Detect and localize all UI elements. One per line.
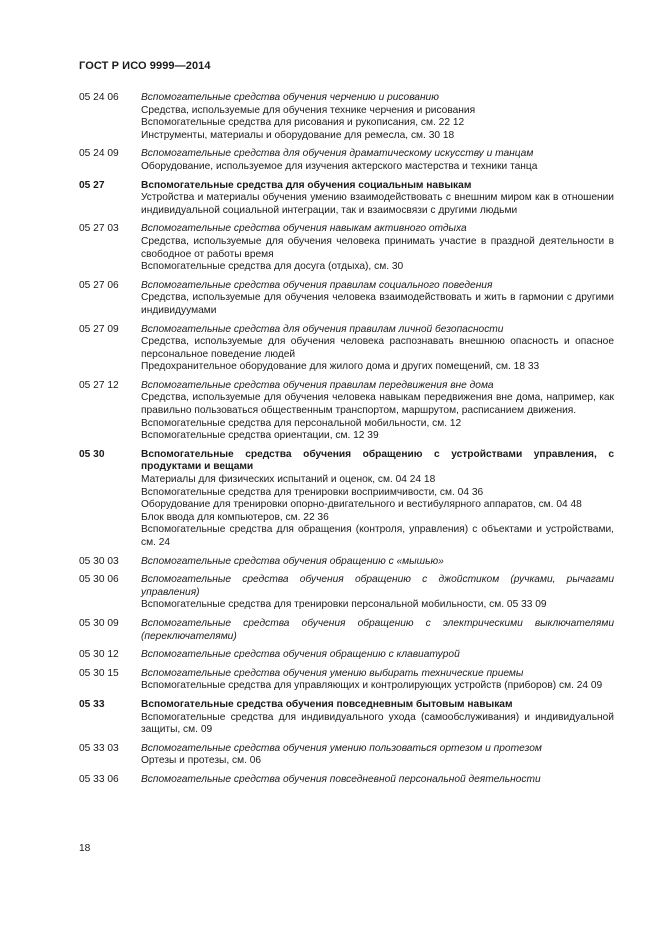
entry-title: Вспомогательные средства обучения обращению с клавиатурой [141,649,460,661]
entry-code: 05 27 09 [79,323,119,335]
entry-code: 05 24 09 [79,148,119,160]
entry-code: 05 30 06 [79,574,119,586]
classification-entry [79,380,614,443]
entry-description-line: Предохранительное оборудование для жилого дома и других помещений, см. 18 33 [141,361,540,373]
entry-code: 05 30 [79,448,105,460]
entry-description-line: Средства, используемые для обучения человека взаимодействовать и жить в гармонии с другими индивидуумами [141,292,614,316]
entry-code: 05 24 06 [79,92,119,103]
classification-entry [79,574,614,612]
entry-code: 05 30 12 [79,649,119,661]
entry-body [141,699,614,737]
entry-title: Вспомогательные средства обучения обращению с устройствами управления, с продуктами и вещами [141,448,614,473]
classification-entry [79,774,614,787]
entry-code: 05 27 03 [79,223,119,235]
entry-title: Вспомогательные средства обучения правилам социального поведения [141,279,493,291]
entry-description-line: Вспомогательные средства для индивидуального ухода (самообслуживания) и индивидуальной защиты, см. 09 [141,711,614,736]
classification-entry [79,556,614,569]
entry-body [141,280,614,318]
entry-description-line: Вспомогательные средства для тренировки восприимчивости, см. 04 36 [141,486,484,498]
entry-description-line: Средства, используемые для обучения человека распознавать внешнюю опасность и опасное персональное поведение людей [141,336,614,360]
entry-description-line: Средства, используемые для обучения технике черчения и рисования [141,104,476,116]
entry-body [141,92,614,142]
entry-body [141,556,614,569]
entry-description-line: Материалы для физических испытаний и оценок, см. 04 24 18 [141,474,436,486]
entry-description-line: Средства, используемые для обучения человека навыкам передвижения вне дома, например, как правильно пользоваться общественным транспортом, маршрутом, расписанием движения. [141,392,614,417]
entry-code: 05 30 03 [79,555,119,567]
classification-entry [79,649,614,662]
classification-list [79,92,614,793]
entry-code: 05 30 15 [79,667,119,679]
entry-description-line: Блок ввода для компьютеров, см. 22 36 [141,511,329,523]
entry-description-line: Инструменты, материалы и оборудование для ремесла, см. 30 18 [141,129,455,141]
entry-body [141,380,614,443]
classification-entry [79,180,614,218]
entry-body [141,668,614,693]
entry-body [141,449,614,550]
entry-description-line: Оборудование для тренировки опорно-двигательного и вестибулярного аппаратов, см. 04 48 [141,499,582,511]
entry-body [141,618,614,643]
classification-entry [79,699,614,737]
entry-description-line: Оборудование, используемое для изучения актерского мастерства и техники танца [141,160,538,172]
entry-body [141,574,614,612]
classification-entry [79,280,614,318]
entry-title: Вспомогательные средства обучения обращению с электрическими выключателями (переключателями) [141,617,614,642]
entry-title: Вспомогательные средства обучения правилам передвижения вне дома [141,379,494,391]
entry-title: Вспомогательные средства обучения умению пользоваться ортезом и протезом [141,742,542,754]
page-number: 18 [79,843,91,854]
entry-description-line: Вспомогательные средства для управляющих и контролирующих устройств (приборов) см. 24 09 [141,680,603,692]
entry-title: Вспомогательные средства обучения навыкам активного отдыха [141,223,467,235]
entry-description-line: Ортезы и протезы, см. 06 [141,755,262,767]
classification-entry [79,618,614,643]
entry-description-line: Вспомогательные средства для тренировки персональной мобильности, см. 05 33 09 [141,599,547,611]
entry-description-line: Вспомогательные средства для персональной мобильности, см. 12 [141,417,462,429]
entry-title: Вспомогательные средства обучения черчению и рисованию [141,92,439,103]
entry-code: 05 33 06 [79,773,119,785]
entry-code: 05 27 12 [79,379,119,391]
entry-title: Вспомогательные средства обучения повседневной персональной деятельности [141,773,541,785]
entry-title: Вспомогательные средства обучения обращению с джойстиком (ручками, рычагами управления) [141,574,614,598]
entry-description-line: Вспомогательные средства ориентации, см. 12 39 [141,430,379,442]
entry-body [141,180,614,218]
entry-title: Вспомогательные средства обучения обращению с «мышью» [141,555,444,567]
classification-entry [79,223,614,273]
entry-code: 05 33 03 [79,742,119,754]
entry-body [141,774,614,787]
entry-description-line: Вспомогательные средства для досуга (отдыха), см. 30 [141,261,404,273]
classification-entry [79,92,614,142]
entry-title: Вспомогательные средства обучения повседневным бытовым навыкам [141,698,513,710]
classification-entry [79,668,614,693]
entry-body [141,649,614,662]
entry-title: Вспомогательные средства для обучения драматическому искусству и танцам [141,148,534,160]
entry-title: Вспомогательные средства для обучения социальным навыкам [141,179,472,191]
entry-description-line: Вспомогательные средства для рисования и рукописания, см. 22 12 [141,117,465,129]
entry-code: 05 27 [79,179,105,191]
document-header: ГОСТ Р ИСО 9999—2014 [79,60,211,72]
entry-body [141,324,614,374]
entry-title: Вспомогательные средства обучения умению выбирать технические приемы [141,667,524,679]
entry-title: Вспомогательные средства для обучения правилам личной безопасности [141,323,504,335]
entry-description-line: Средства, используемые для обучения человека принимать участие в праздной деятельности в свободное от работы время [141,235,614,260]
entry-body [141,743,614,768]
entry-code: 05 30 09 [79,617,119,629]
entry-description-line: Устройства и материалы обучения умению взаимодействовать с внешним миром как в отношении индивидуальной социальной интеграции, так и взаимосвязи с другими людьми [141,192,614,216]
entry-body [141,148,614,173]
entry-body [141,223,614,273]
classification-entry [79,743,614,768]
classification-entry [79,449,614,550]
entry-code: 05 27 06 [79,279,119,291]
classification-entry [79,324,614,374]
classification-entry [79,148,614,173]
entry-code: 05 33 [79,698,105,710]
entry-description-line: Вспомогательные средства для обращения (контроля, управления) с объектами и устройствами, см. 24 [141,524,614,548]
